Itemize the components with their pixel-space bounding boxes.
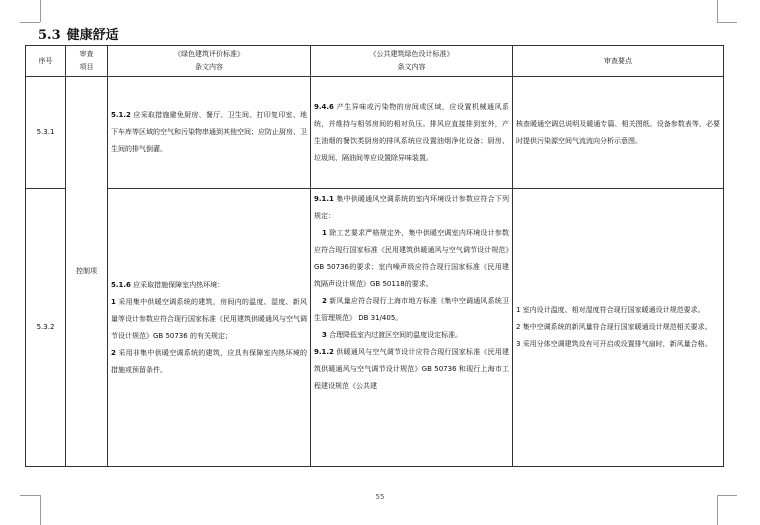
- crop-mark-top-right-h: [717, 22, 737, 23]
- category-cell: 控制项: [66, 77, 108, 467]
- table-row: [26, 77, 724, 189]
- crop-mark-top-left: [40, 0, 41, 22]
- section-number: 5.3: [38, 28, 61, 43]
- crop-mark-top-right: [717, 0, 718, 22]
- page-number: 55: [375, 493, 385, 501]
- section-title: 健康舒适: [66, 28, 119, 43]
- table-header-row: [26, 46, 724, 77]
- section-heading: [38, 24, 119, 43]
- header-key-points: 审查要点: [513, 46, 724, 77]
- public-design-cell: 9.4.6 产生异味或污染物的房间或区域，应设置机械通风系统，并维持与相邻房间的相对负压。排风应直接排到室外，产生油烟的餐饮类厨房的排风系统应设置油烟净化设备；厨房、垃圾间、隔油间等应设置除异味装置。: [311, 77, 513, 189]
- header-public-design: 《公共建筑绿色设计标准》 条文内容: [311, 46, 513, 77]
- green-eval-cell: 5.1.2 应采取措施避免厨房、餐厅、卫生间、打印复印室、地下车库等区域的空气和污染物串通到其他空间；应防止厨房、卫生间的排气倒灌。: [108, 77, 311, 189]
- table-row: [26, 189, 724, 467]
- row-seq: 5.3.1: [26, 77, 66, 189]
- row-seq: 5.3.2: [26, 189, 66, 467]
- crop-mark-top-left-h: [20, 22, 40, 23]
- header-review-item: 审查 项目: [66, 46, 108, 77]
- key-points-cell: 核查暖通空调总说明及暖通专篇、相关图纸、设备参数表等，必要时提供污染源空间气流流向分析示意图。: [513, 77, 724, 189]
- header-green-eval: 《绿色建筑评价标准》 条文内容: [108, 46, 311, 77]
- public-design-cell: 9.1.1 集中供暖通风空调系统的室内环境设计参数应符合下列规定： 1 除工艺要求严格规定外，集中供暖空调室内环境设计参数应符合现行国家标准《民用建筑供暖通风与空气调节设计规范》GB 50736的要求；室内噪声级应符合现行国家标准《民用建筑隔声设计规范》GB 50118的要求。 2 新风量应符合现行上海市地方标准《集中空调通风系统卫生管理规范》 DB 31/405。 3 合理降低室内过渡区空间的温度设定标准。 9.1.2 供暖通风与空气调节设计应符合现行国家标准《民用建筑供暖通风与空气调节设计规范》GB 50736 和现行上海市工程建设规范《公共建: [311, 189, 513, 467]
- green-eval-cell: 5.1.6 应采取措施保障室内热环境： 1 采用集中供暖空调系统的建筑，房间内的温度、湿度、新风量等设计参数应符合现行国家标准《民用建筑供暖通风与空气调节设计规范》GB 50736 的有关规定； 2 采用非集中供暖空调系统的建筑，应具有保障室内热环境的措施或预留条件。: [108, 189, 311, 467]
- header-seq: 序号: [26, 46, 66, 77]
- review-table: [25, 45, 724, 467]
- key-points-cell: 1 室内设计温度、相对湿度符合现行国家暖通设计规范要求。 2 集中空调系统的新风量符合现行国家暖通设计规范相关要求。 3 采用分体空调建筑设有可开启或设置排气扇时，新风量合格。: [513, 189, 724, 467]
